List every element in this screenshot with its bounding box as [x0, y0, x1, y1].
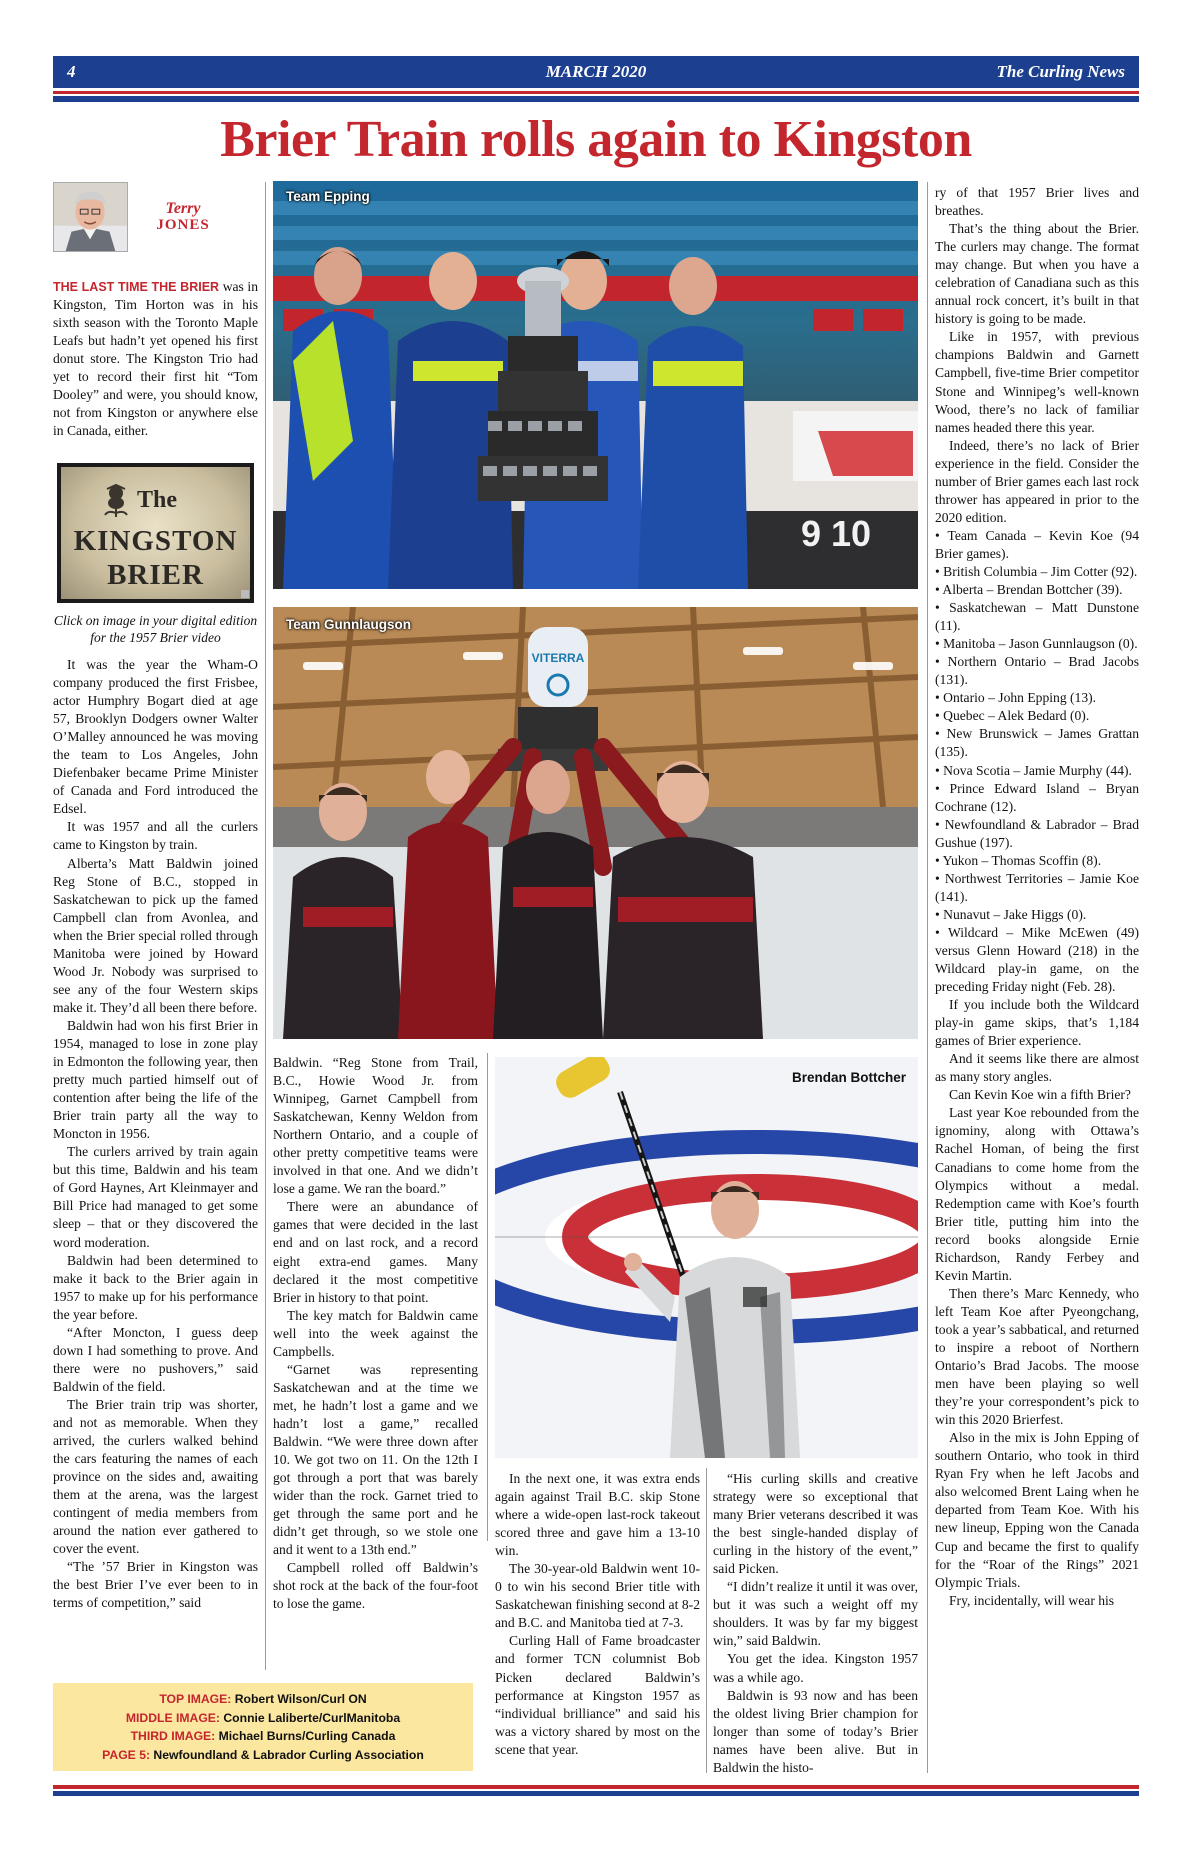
- paragraph: The 30-year-old Baldwin went 10-0 to win his second Brier title with Saskatchewan finishing second at 8-2 and B.C. and Manitoba tied at 7-3.: [495, 1561, 700, 1631]
- thistle-icon: [101, 483, 131, 519]
- paragraph: “I didn’t realize it until it was over, but it was such a weight off my shoulders. It was by far my biggest win,” said Baldwin.: [713, 1579, 918, 1649]
- column-rule: [265, 182, 266, 1670]
- column-rule: [487, 1053, 488, 1541]
- paragraph: The Brier train trip was shorter, and not as memorable. When they arrived, the curlers walked behind the cars featuring the names of each province on the sides and, awaiting them at the arena, was the largest contingent of media members from around the nation ever gathered to cover the event.: [53, 1396, 258, 1557]
- header-blue-rule: [53, 96, 1139, 102]
- footer-blue-rule: [53, 1791, 1139, 1796]
- credit-key: MIDDLE IMAGE:: [125, 1710, 220, 1725]
- column-1-body: [53, 656, 258, 1612]
- page-number: 4: [67, 62, 76, 81]
- credit-value: Michael Burns/Curling Canada: [218, 1729, 396, 1743]
- paragraph: You get the idea. Kingston 1957 was a while ago.: [713, 1651, 918, 1685]
- paragraph: • Quebec – Alek Bedard (0).: [935, 708, 1090, 724]
- paragraph: • Northern Ontario – Brad Jacobs (131).: [935, 654, 1139, 688]
- paragraph: “Garnet was representing Saskatchewan and at the time we met, he hadn’t lost a game and we hadn’t lost a game,” recalled Baldwin. “We were three down after 10. We got two on 11. On the 12th I got through a port that was barely wider than the rock. Garnet tried to get through the same port and he didn’t get through, so we stole one and it went to a 13th end.”: [273, 1361, 478, 1558]
- paragraph: The key match for Baldwin came well into the week against the Campbells.: [273, 1307, 478, 1359]
- kingston-brier-video-thumbnail[interactable]: [57, 463, 254, 603]
- paragraph: Baldwin had been determined to make it back to the Brier again in 1957 to make up for his performance the year before.: [53, 1252, 258, 1322]
- credit-line: [53, 1746, 473, 1765]
- paragraph: ry of that 1957 Brier lives and breathes.: [935, 185, 1139, 219]
- photo-label-brendan-bottcher: Brendan Bottcher: [791, 1070, 906, 1085]
- paragraph: It was 1957 and all the curlers came to Kingston by train.: [53, 819, 258, 853]
- column-5: [935, 184, 1139, 1610]
- paragraph: It was the year the Wham-O company produced the first Frisbee, actor Humphry Bogart died at age 57, Brooklyn Dodgers owner Walter O’Malley announced he was moving the team to Los Angeles, John Diefenbaker became Prime Minister of Canada and Ford introduced the Edsel.: [53, 657, 258, 817]
- scoreboard-digits: 9 10: [801, 513, 872, 554]
- paragraph: • Ontario – John Epping (13).: [935, 690, 1097, 706]
- credit-key: TOP IMAGE:: [159, 1692, 232, 1706]
- video-title-the: The: [137, 487, 178, 513]
- photo-credits-box: [53, 1683, 473, 1771]
- photo-label-team-epping: Team Epping: [286, 189, 370, 204]
- paragraph: • Alberta – Brendan Bottcher (39).: [935, 582, 1123, 598]
- footer-red-rule: [53, 1785, 1139, 1789]
- paragraph: In the next one, it was extra ends again against Trail B.C. skip Stone where a wide-open last-rock takeout scored three and gave him a 13-10 win.: [495, 1471, 700, 1559]
- trophy-sponsor-text: VITERRA: [531, 651, 585, 665]
- paragraph: • Saskatchewan – Matt Dunstone (11).: [935, 600, 1139, 634]
- paragraph: • Northwest Territories – Jamie Koe (141).: [935, 870, 1139, 904]
- credit-line: [53, 1709, 473, 1728]
- paragraph: That’s the thing about the Brier. The curlers may change. The format may change. But when you have a celebration of Canadiana such as this annual rock concert, it’s built in that history is going to be made.: [935, 221, 1139, 327]
- team-gunnlaugson-photo: [273, 607, 918, 1039]
- byline: [138, 201, 228, 233]
- drop-in-heading: THE LAST TIME THE BRIER: [53, 280, 220, 294]
- video-title-brier: BRIER: [107, 559, 204, 591]
- paragraph: Like in 1957, with previous champions Baldwin and Garnett Campbell, five-time Brier competitor Stone and Winnipeg’s well-known Wood, there’s no lack of familiar names headed there this year.: [935, 329, 1139, 435]
- column-2: [273, 1054, 478, 1613]
- paragraph: Campbell rolled off Baldwin’s shot rock at the back of the four-foot to lose the game.: [273, 1560, 478, 1612]
- video-title-card: [61, 467, 250, 599]
- paragraph: If you include both the Wildcard play-in game skips, that’s 1,184 games of Brier experience.: [935, 997, 1139, 1049]
- paragraph: Also in the mix is John Epping of southern Ontario, who took in third Ryan Fry when he left Jacobs and also welcomed Brent Laing when he departed from Team Koe. With his new lineup, Epping won the Canada Cup and became the first to qualify for the “Roar of the Rings” 2021 Olympic Trials.: [935, 1430, 1139, 1590]
- header-red-rule: [53, 91, 1139, 94]
- lead-text: was in Kingston, Tim Horton was in his sixth season with the Toronto Maple Leafs but hadn’t yet opened his first donut store. The Kingston Trio had yet to record their first hit “Tom Dooley” and were, you should know, not from Kingston or anywhere else in Canada, either.: [53, 279, 258, 439]
- paragraph: Can Kevin Koe win a fifth Brier?: [949, 1087, 1131, 1103]
- column-rule: [706, 1468, 707, 1773]
- paragraph: “The ’57 Brier in Kingston was the best Brier I’ve ever been to in terms of competition,” said: [53, 1559, 258, 1611]
- team-epping-photo: [273, 181, 918, 589]
- video-title-kingston: KINGSTON: [73, 525, 238, 557]
- paragraph: • Team Canada – Kevin Koe (94 Brier games).: [935, 527, 1139, 561]
- page-header-bar: [53, 56, 1139, 88]
- column-rule: [927, 182, 928, 1773]
- credit-value: Connie Laliberte/CurlManitoba: [223, 1710, 401, 1725]
- paragraph: • Wildcard – Mike McEwen (49) versus Glenn Howard (218) in the Wildcard play-in game, on the preceding Friday night (Feb. 28).: [935, 924, 1139, 995]
- paragraph: And it seems like there are almost as many story angles.: [935, 1051, 1139, 1085]
- paragraph: Last year Koe rebounded from the ignominy, along with Ottawa’s Rachel Homan, of being the first Canadians to come home from the Olympics without a medal. Redemption came with Koe’s fourth Brier title, putting him into the record books alongside Ernie Richardson, Randy Ferbey and Kevin Martin.: [935, 1105, 1139, 1283]
- byline-first-name: Terry: [165, 200, 201, 217]
- credit-line: [53, 1727, 473, 1746]
- video-caption: Click on image in your digital edition for the 1957 Brier video: [53, 613, 258, 645]
- paragraph: • New Brunswick – James Grattan (135).: [935, 726, 1139, 760]
- paragraph: • Yukon – Thomas Scoffin (8).: [935, 852, 1102, 868]
- credit-key: THIRD IMAGE:: [130, 1729, 216, 1743]
- column-4: [713, 1470, 918, 1777]
- play-marker-icon: [241, 590, 249, 598]
- issue-date: MARCH 2020: [545, 62, 647, 81]
- headline: Brier Train rolls again to Kingston: [220, 111, 972, 168]
- photo-label-team-gunnlaugson: Team Gunnlaugson: [286, 617, 412, 632]
- byline-last-name: JONES: [156, 217, 210, 233]
- credit-key: PAGE 5:: [102, 1747, 151, 1762]
- paragraph: • Prince Edward Island – Bryan Cochrane (12).: [935, 780, 1139, 814]
- paragraph: There were an abundance of games that were decided in the last end and on last rock, and a record eight extra-end games. Many declared it the most competitive Brier in history to that point.: [273, 1199, 478, 1305]
- credit-line: [53, 1690, 473, 1709]
- paragraph: “His curling skills and creative strategy were so exceptional that many Brier veterans described it was the best single-handed display of curling in the history of the event,” said Picken.: [713, 1471, 918, 1577]
- paragraph: Fry, incidentally, will wear his: [949, 1592, 1115, 1608]
- paragraph: Baldwin is 93 now and has been the oldest living Brier champion for longer than some of today’s Brier names have been alive. But in Baldwin the histo-: [713, 1687, 918, 1775]
- paragraph: • Manitoba – Jason Gunnlaugson (0).: [935, 636, 1138, 652]
- paragraph: Baldwin. “Reg Stone from Trail, B.C., Howie Wood Jr. from Winnipeg, Garnet Campbell from Saskatchewan, Kenny Weldon from Northern Ontario, and a couple of other pretty competitive teams were involved in that one. And we didn’t lose a game. We ran the board.”: [273, 1055, 478, 1197]
- paragraph: Curling Hall of Fame broadcaster and former TCN columnist Bob Picken declared Baldwin’s performance at Kingston 1957 as “individual brilliance” and said his was a victory shared by most on the scene that year.: [495, 1633, 700, 1757]
- paragraph: Baldwin had won his first Brier in 1954, managed to lose in zone play in Edmonton the following year, then pretty much partied himself out of contention after being the life of the Brier train party all the way to Moncton in 1956.: [53, 1017, 258, 1142]
- paragraph: • Newfoundland & Labrador – Brad Gushue (197).: [935, 816, 1139, 850]
- paragraph: • Nova Scotia – Jamie Murphy (44).: [935, 762, 1132, 778]
- publication-name: The Curling News: [996, 62, 1125, 81]
- paragraph: • Nunavut – Jake Higgs (0).: [935, 906, 1087, 922]
- paragraph: Alberta’s Matt Baldwin joined Reg Stone of B.C., stopped in Saskatchewan to pick up the famed Campbell clan from Avonlea, and when the Brier special rolled through Manitoba were joined by Howard Wood Jr. Nobody was surprised to see any of the four Western skips make it. They’d all been there before.: [53, 855, 258, 1015]
- column-3: [495, 1470, 700, 1759]
- paragraph: Then there’s Marc Kennedy, who left Team Koe after Pyeongchang, took a year’s sabbatical, and returned to inspire a reboot of Northern Ontario’s Brad Jacobs. The moose men have been playing so well they’re your correspondent’s pick to win this 2020 Brierfest.: [935, 1285, 1139, 1428]
- paragraph: The curlers arrived by train again but this time, Baldwin and his team of Gord Haynes, Art Kleinmayer and Bill Price had managed to get some sleep – that or they discovered the word moderation.: [53, 1144, 258, 1250]
- paragraph: • British Columbia – Jim Cotter (92).: [935, 563, 1138, 579]
- lead-paragraph: [53, 278, 258, 440]
- author-headshot: [53, 182, 128, 252]
- credit-value: Robert Wilson/Curl ON: [234, 1692, 367, 1706]
- column-1-lead: [53, 278, 258, 440]
- credit-value: Newfoundland & Labrador Curling Association: [153, 1747, 424, 1762]
- paragraph: “After Moncton, I guess deep down I had something to prove. And there were no pushovers,” said Baldwin of the field.: [53, 1324, 258, 1394]
- brendan-bottcher-photo: [495, 1057, 918, 1458]
- paragraph: Indeed, there’s no lack of Brier experience in the field. Consider the number of Brier games each last rock thrower has appeared in prior to the 2020 edition.: [935, 437, 1139, 525]
